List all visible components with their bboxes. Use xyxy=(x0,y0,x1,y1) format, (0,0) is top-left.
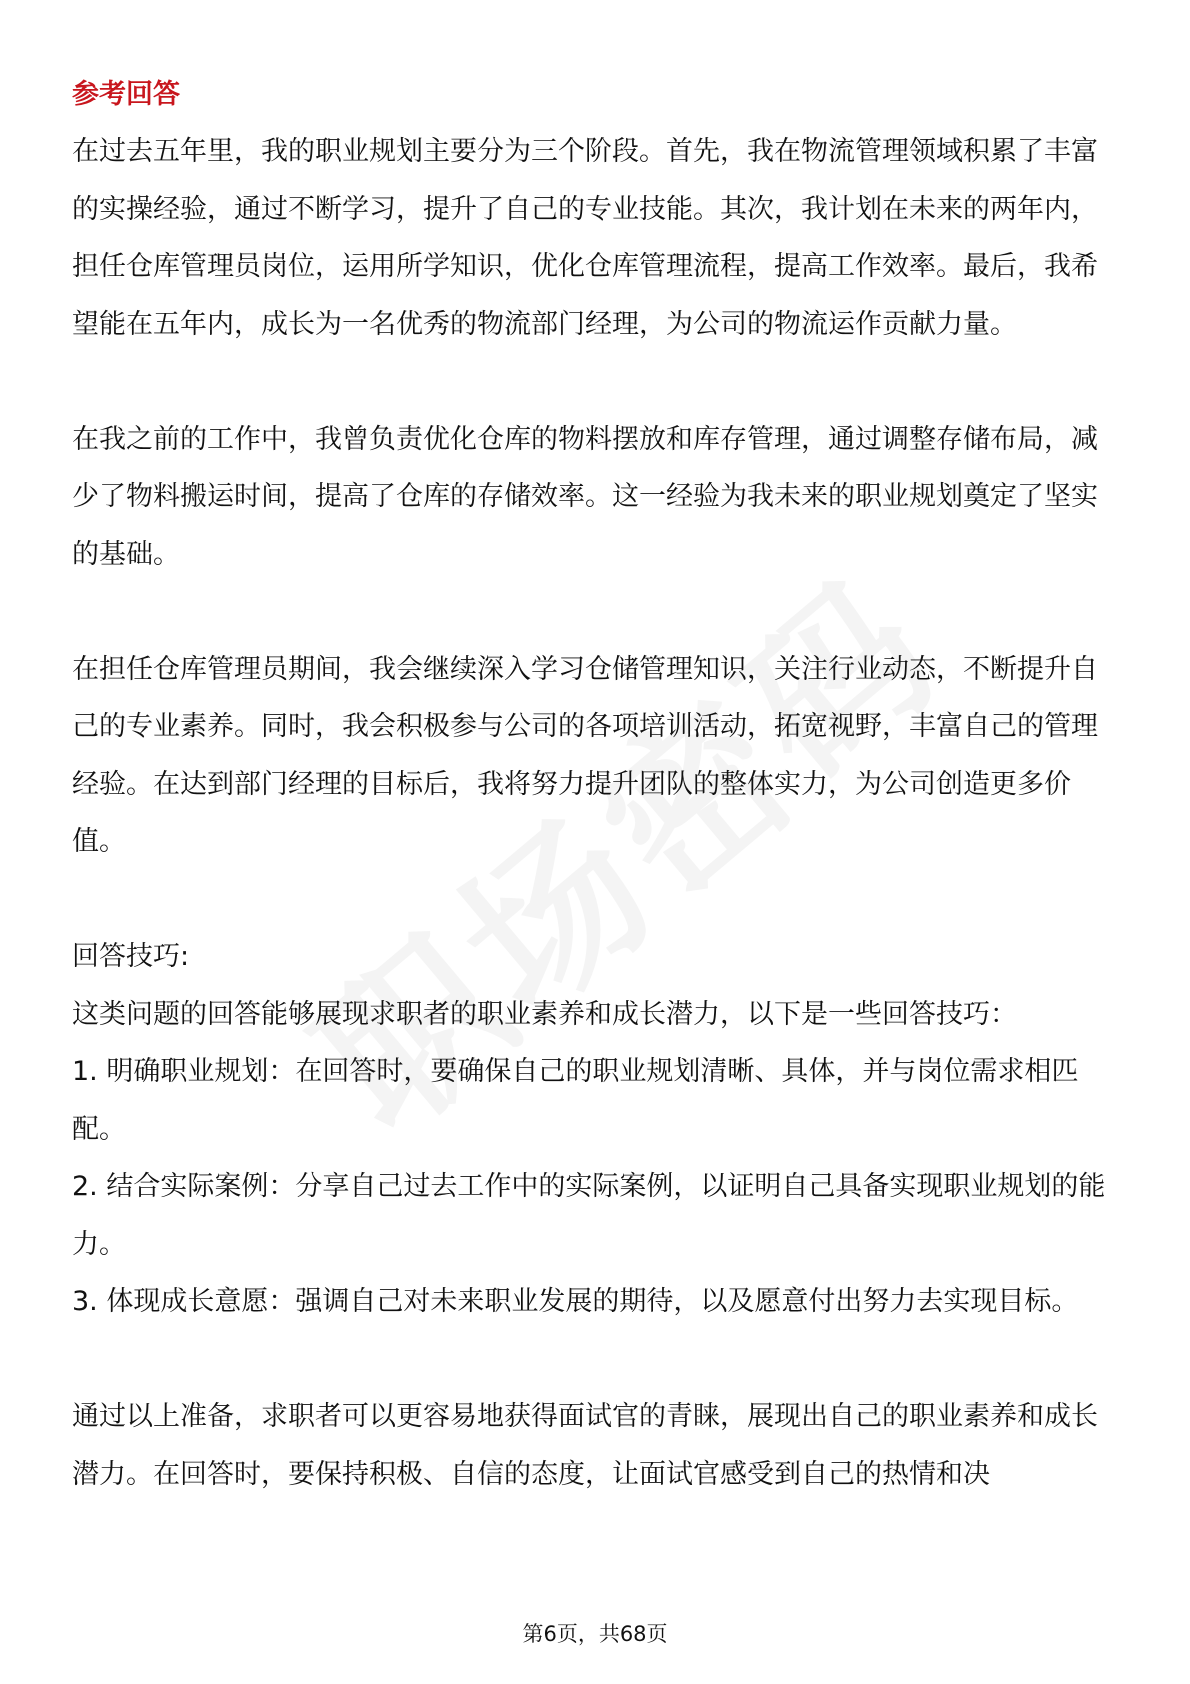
tip-item-1: 1. 明确职业规划：在回答时，要确保自己的职业规划清晰、具体，并与岗位需求相匹配。 xyxy=(72,1056,1079,1145)
tip-item-3: 3. 体现成长意愿：强调自己对未来职业发展的期待，以及愿意付出努力去实现目标。 xyxy=(72,1286,1079,1317)
paragraph-spacer xyxy=(72,1331,1122,1389)
tip-item-2: 2. 结合实际案例：分享自己过去工作中的实际案例，以证明自己具备实现职业规划的能力。 xyxy=(72,1171,1106,1260)
paragraph-spacer xyxy=(72,871,1122,929)
page-content xyxy=(72,66,1122,1503)
conclusion-paragraph: 通过以上准备，求职者可以更容易地获得面试官的青睐，展现出自己的职业素养和成长潜力。在回答时，要保持积极、自信的态度，让面试官感受到自己的热情和决 xyxy=(72,1401,1098,1490)
tips-title: 回答技巧: xyxy=(72,941,190,972)
page-number-footer: 第6页，共68页 xyxy=(522,1622,668,1646)
section-heading: 参考回答 xyxy=(72,79,180,110)
answer-paragraph-3: 在担任仓库管理员期间，我会继续深入学习仓储管理知识，关注行业动态，不断提升自己的专业素养。同时，我会积极参与公司的各项培训活动，拓宽视野，丰富自己的管理经验。在达到部门经理的目标后，我将努力提升团队的整体实力，为公司创造更多价值。 xyxy=(72,653,1098,857)
paragraph-spacer xyxy=(72,353,1122,411)
answer-paragraph-2: 在我之前的工作中，我曾负责优化仓库的物料摆放和库存管理，通过调整存储布局，减少了物料搬运时间，提高了仓库的存储效率。这一经验为我未来的职业规划奠定了坚实的基础。 xyxy=(72,423,1098,570)
tips-intro: 这类问题的回答能够展现求职者的职业素养和成长潜力，以下是一些回答技巧： xyxy=(72,998,1017,1030)
answer-paragraph-1: 在过去五年里，我的职业规划主要分为三个阶段。首先，我在物流管理领域积累了丰富的实操经验，通过不断学习，提升了自己的专业技能。其次，我计划在未来的两年内，担任仓库管理员岗位，运用所学知识，优化仓库管理流程，提高工作效率。最后，我希望能在五年内，成长为一名优秀的物流部门经理，为公司的物流运作贡献力量。 xyxy=(72,136,1098,340)
paragraph-spacer xyxy=(72,583,1122,641)
